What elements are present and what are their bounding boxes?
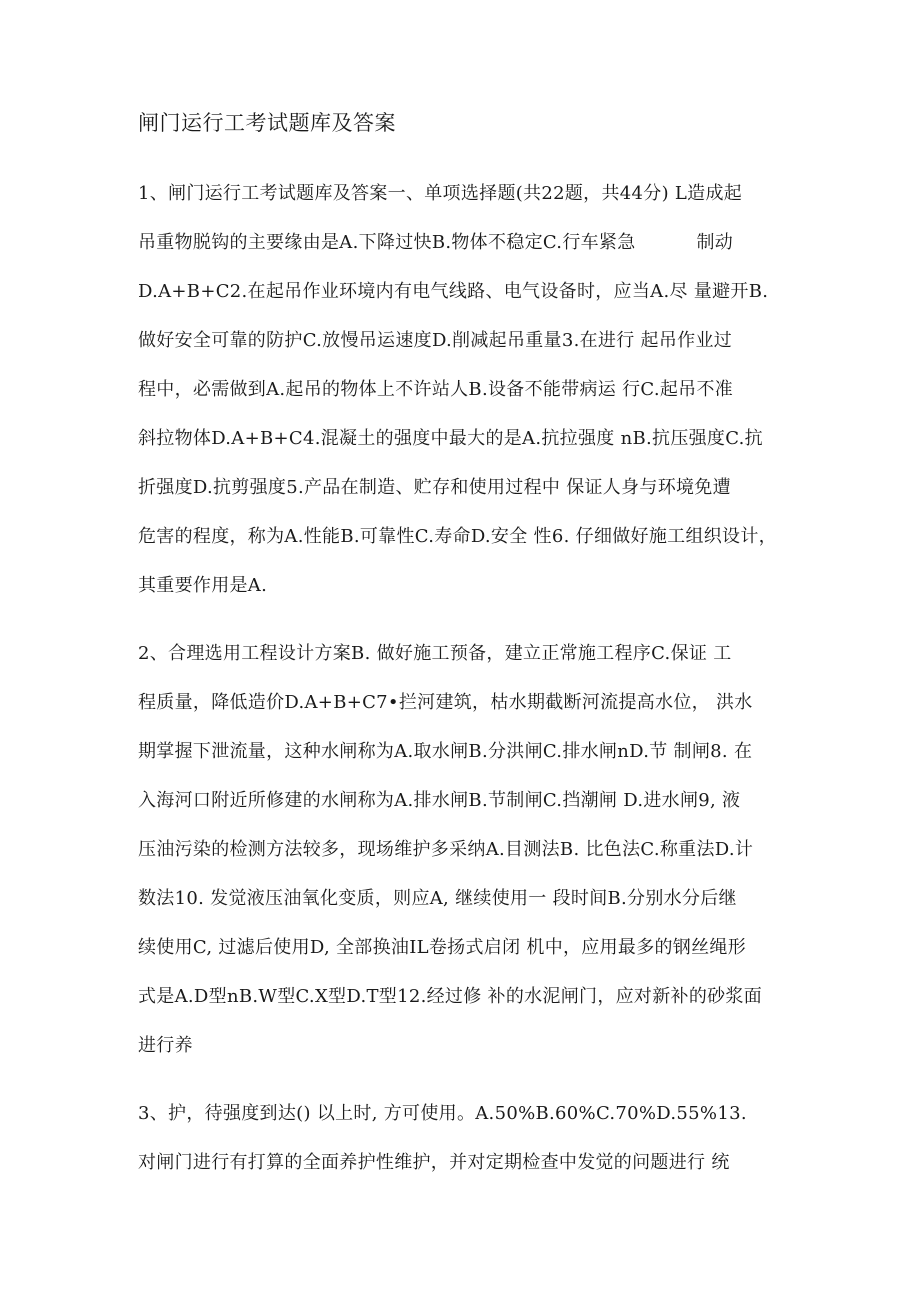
text-line: 式是A.D型nB.W型C.X型D.T型12.经过修 补的水泥闸门，应对新补的砂浆面 bbox=[138, 986, 763, 1007]
text-line: 续使用C, 过滤后使用D, 全部换油IL卷扬式启闭 机中，应用最多的钢丝绳形 bbox=[138, 937, 746, 958]
text-line: 3、护，待强度到达() 以上时, 方可使用。A.50%B.60%C.70%D.55%13. bbox=[138, 1103, 747, 1124]
text-line: 压油污染的检测方法较多，现场维护多采纳A.目测法B. 比色法C.称重法D.计 bbox=[138, 839, 754, 860]
text-line: 危害的程度，称为A.性能B.可靠性C.寿命D.安全 性6. 仔细做好施工组织设计， bbox=[138, 526, 777, 547]
text-line: 1、闸门运行工考试题库及答案一、单项选择题(共22题，共44分) L造成起 bbox=[138, 183, 743, 204]
text-line: 2、合理选用工程设计方案B. 做好施工预备，建立正常施工程序C.保证 工 bbox=[138, 643, 732, 664]
text-line: 斜拉物体D.A+B+C4.混凝土的强度中最大的是A.抗拉强度 nB.抗压强度C.抗 bbox=[138, 428, 763, 449]
text-line: 数法10. 发觉液压油氧化变质，则应A, 继续使用一 段时间B.分别水分后继 bbox=[138, 888, 737, 909]
text-line: 对闸门进行有打算的全面养护性维护，并对定期检查中发觉的问题进行 统 bbox=[138, 1152, 730, 1173]
text-line: 其重要作用是A. bbox=[138, 575, 268, 596]
text-line: 期掌握下泄流量，这种水闸称为A.取水闸B.分洪闸C.排水闸nD.节 制闸8. 在 bbox=[138, 741, 753, 762]
text-line: 程质量，降低造价D.A+B+C7•拦河建筑，枯水期截断河流提高水位， 洪水 bbox=[138, 692, 753, 713]
document-title: 闸门运行工考试题库及答案 bbox=[138, 111, 396, 135]
text-line: 吊重物脱钩的主要缘由是A.下降过快B.物体不稳定C.行车紧急 制动 bbox=[138, 232, 734, 253]
text-line: 入海河口附近所修建的水闸称为A.排水闸B.节制闸C.挡潮闸 D.进水闸9, 液 bbox=[138, 790, 741, 811]
text-line: 程中，必需做到A.起吊的物体上不许站人B.设备不能带病运 行C.起吊不准 bbox=[138, 379, 734, 400]
text-line: 折强度D.抗剪强度5.产品在制造、贮存和使用过程中 保证人身与环境免遭 bbox=[138, 477, 731, 498]
text-line: 做好安全可靠的防护C.放慢吊运速度D.削减起吊重量3.在进行 起吊作业过 bbox=[138, 330, 733, 351]
text-line: 进行养 bbox=[138, 1035, 193, 1056]
text-line: D.A+B+C2.在起吊作业环境内有电气线路、电气设备时，应当A.尽 量避开B. bbox=[138, 281, 769, 302]
